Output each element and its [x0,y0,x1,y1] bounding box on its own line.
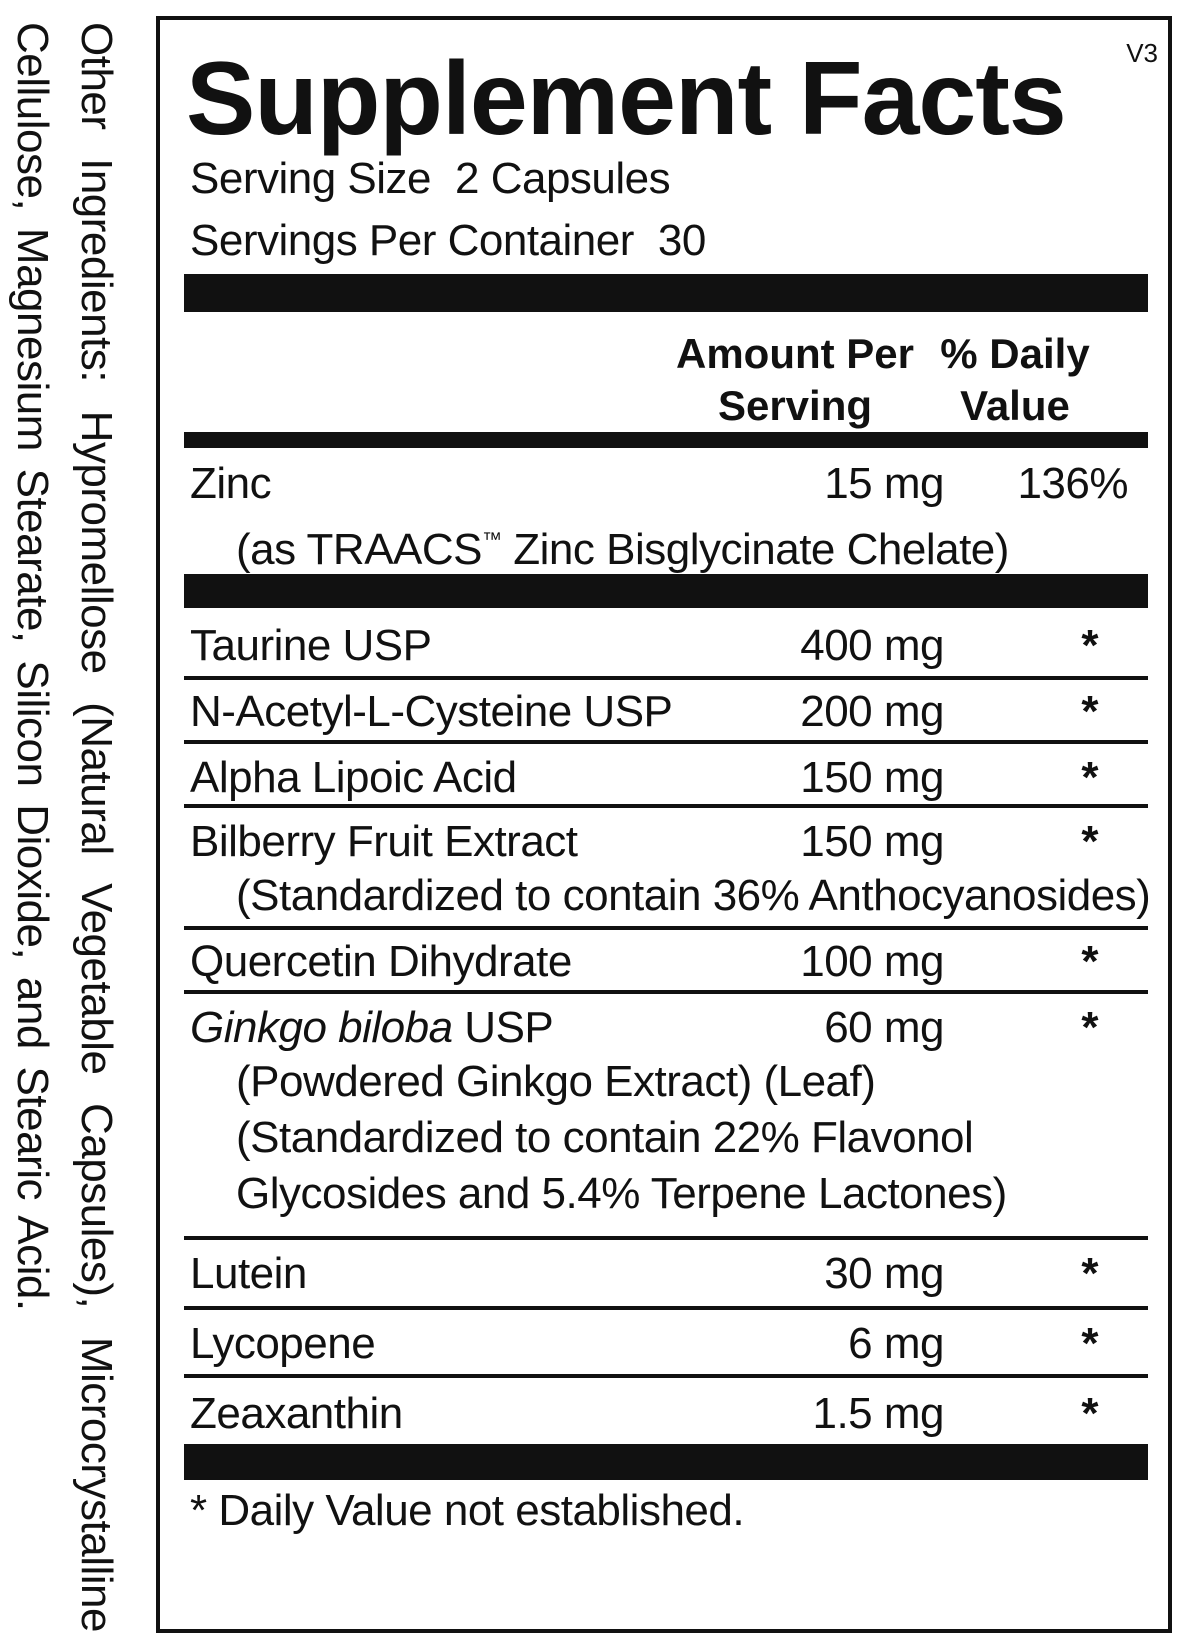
ingredient-name-taurine: Taurine USP [190,621,432,670]
row-divider [184,740,1148,744]
ingredient-amount-taurine: 400 mg [800,621,944,670]
row-divider [184,926,1148,930]
trademark-symbol: ™ [482,529,502,551]
ingredient-name-alpha-lipoic-acid: Alpha Lipoic Acid [190,753,517,802]
zinc-daily-value: 136% [1017,459,1128,508]
ingredient-detail-bilberry: (Standardized to contain 36% Anthocyanosides) [236,871,1151,920]
zinc-detail [236,512,1009,578]
ingredient-amount-alpha-lipoic-acid: 150 mg [800,753,944,802]
ingredient-detail-ginkgo-line3: Glycosides and 5.4% Terpene Lactones) [236,1169,1007,1218]
ingredient-amount-ginkgo: 60 mg [824,1003,944,1052]
ingredient-amount-bilberry: 150 mg [800,817,944,866]
divider-bar-middle [184,574,1148,608]
ingredient-dv-lutein: * [1081,1249,1098,1298]
servings-per-container-value: 30 [657,216,706,265]
ingredient-dv-alpha-lipoic-acid: * [1081,753,1098,802]
row-divider [184,990,1148,994]
row-divider [184,676,1148,680]
ingredient-amount-zeaxanthin: 1.5 mg [812,1389,944,1438]
ingredient-name-bilberry: Bilberry Fruit Extract [190,817,578,866]
version-label: V3 [1126,38,1158,68]
ingredient-dv-quercetin: * [1081,937,1098,986]
ingredient-dv-nac: * [1081,687,1098,736]
row-divider [184,1236,1148,1240]
panel-title: Supplement Facts [186,41,1066,157]
serving-size-line [190,154,670,204]
ingredient-name-quercetin: Quercetin Dihydrate [190,937,572,986]
zinc-detail-prefix: (as TRAACS [236,525,483,574]
ingredient-name-zeaxanthin: Zeaxanthin [190,1389,403,1438]
row-divider [184,1374,1148,1378]
header-amount-line2: Serving [717,382,873,429]
supplement-facts-panel [156,16,1172,1633]
ingredient-name-lutein: Lutein [190,1249,307,1298]
ingredient-name-nac: N-Acetyl-L-Cysteine USP [190,687,673,736]
ingredient-dv-bilberry: * [1081,817,1098,866]
footnote: * Daily Value not established. [190,1486,745,1535]
servings-per-container-line [190,216,706,266]
header-amount-line1: Amount Per [675,330,914,377]
ingredient-detail-ginkgo-line2: (Standardized to contain 22% Flavonol [236,1113,974,1162]
divider-bar-bottom [184,1444,1148,1480]
row-divider [184,1306,1148,1310]
servings-per-container-label: Servings Per Container [190,216,634,265]
ingredient-amount-nac: 200 mg [800,687,944,736]
zinc-name: Zinc [190,459,272,508]
ingredient-amount-quercetin: 100 mg [800,937,944,986]
ingredient-dv-taurine: * [1081,621,1098,670]
header-dv-line1: % Daily [940,330,1090,377]
ingredient-name-ginkgo-suffix: USP [452,1003,554,1052]
header-dv-line2: Value [960,382,1070,429]
serving-size-value: 2 Capsules [455,154,671,203]
other-ingredients-text: Other Ingredients: Hypromellose (Natural Vegetable Capsules), Microcrystalline Cellulose, Magnesium Stearate, Silicon Dioxide, and Stearic Acid. [8,22,121,1632]
header-daily-value [930,328,1100,432]
zinc-detail-suffix: Zinc Bisglycinate Chelate) [501,525,1009,574]
serving-size-label: Serving Size [190,154,432,203]
header-amount-per-serving [670,328,920,432]
ingredient-name-ginkgo [190,1000,553,1056]
ingredient-amount-lutein: 30 mg [824,1249,944,1298]
ingredient-dv-zeaxanthin: * [1081,1389,1098,1438]
divider-bar-header [184,432,1148,448]
ingredient-name-ginkgo-italic: Ginkgo biloba [190,1003,453,1052]
row-divider [184,804,1148,808]
ingredient-dv-ginkgo: * [1081,1003,1098,1052]
divider-bar-top [184,274,1148,312]
zinc-amount: 15 mg [824,459,944,508]
ingredient-amount-lycopene: 6 mg [848,1319,944,1368]
ingredient-detail-ginkgo-line1: (Powdered Ginkgo Extract) (Leaf) [236,1057,876,1106]
ingredient-name-lycopene: Lycopene [190,1319,376,1368]
ingredient-dv-lycopene: * [1081,1319,1098,1368]
